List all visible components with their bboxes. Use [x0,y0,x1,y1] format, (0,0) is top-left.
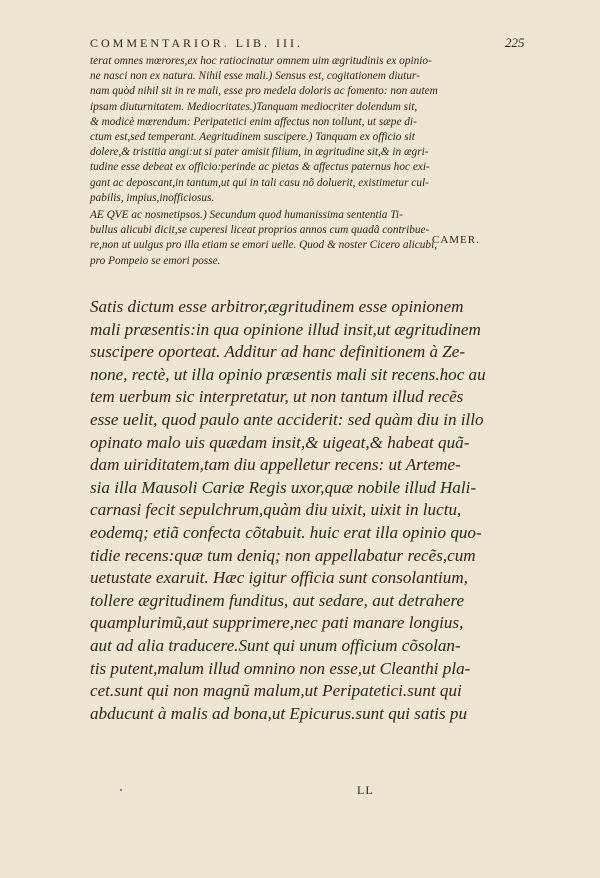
main-text-line: Satis dictum esse arbitror,ægritudinem esse opinionem [90,297,464,316]
main-text-line: suscipere oporteat. Additur ad hanc definitionem à Ze- [90,342,466,362]
commentary-line: ne nasci non ex natura. Nihil esse mali.) Sensus est, cogitationem diutur- [90,70,420,83]
commentary-line: gant ac deposcant,in tantum,ut qui in tali casu nõ doluerit, existimetur cul- [90,176,429,189]
commentary-line: AE QVE ac nosmetipsos.) Secundum quod humanissima sententia Ti- [90,209,403,222]
main-text-line: none, rectè, ut illa opinio præsentis mali sit recens.hoc au [90,364,486,384]
commentary-line: dolere,& tristitia angi:ut si pater amisit filium, in ægritudine sit,& in ægri- [90,146,429,159]
main-text-line: opinato malo uis quædam insit,& uigeat,& habeat quã- [90,432,470,452]
main-text-line: tollere ægritudinem funditus, aut sedare, aut detrahere [90,590,465,610]
commentary-line: terat omnes mœrores,ex hoc ratiocinatur omnem uim ægritudinis ex opinio- [90,55,432,67]
main-text-line: quamplurimũ,aut supprimere,nec pati manare longius, [90,613,464,633]
commentary-line: & modicè mœrendum: Peripatetici enim affectus non tollunt, ut sæpe di- [90,115,417,128]
main-text-line: esse uelit, quod paulo ante acciderit: sed quàm diu in illo [90,409,484,429]
commentary-line: pabilis, impius,inofficiosus. [90,191,215,204]
main-text-line: tem uerbum sic interpretatur, ut non tantum illud recẽs [90,387,464,407]
commentary-block [90,54,438,269]
commentary-line: re,non ut uulgus pro illa etiam se emori uelle. Quod & noster Cicero alicubi, [90,239,438,252]
margin-note: CAMER. [432,234,480,246]
commentary-line: ctum est,sed temperant. Aegritudinem suscipere.) Tanquam ex officio sit [90,131,415,144]
ink-speck [120,789,122,791]
main-text-line: tis putent,malum illud omnino non esse,ut Cleanthi pla- [90,658,471,678]
commentary-line: pro Pompeio se emori posse. [90,254,221,267]
main-text-line: cet.sunt qui non magnũ malum,ut Peripatetici.sunt qui [90,681,462,701]
commentary-line: tudine esse debeat ex officio:perinde ac pietas & affectus paternus hoc exi- [90,161,430,174]
commentary-line: bullus alicubi dicit,se cuperesi liceat proprios annos cum quadã contribue- [90,224,430,237]
commentary-paragraph-1 [90,54,438,206]
signature-mark: LL [357,783,374,797]
main-text-line: tidie recens:quæ tum deniq; non appellabatur recẽs,cum [90,545,476,565]
main-text-line: sia illa Mausoli Cariæ Regis uxor,quæ nobile illud Hali- [90,477,477,497]
main-text-line: dam uiriditatem,tam diu appelletur recens: ut Arteme- [90,455,461,475]
commentary-paragraph-2 [90,208,438,269]
commentary-line: ipsam diuturnitatem. Mediocritates.)Tanquam mediocriter dolendum sit, [90,100,418,113]
main-text-line: uetustate exaruit. Hæc igitur officia sunt consolantium, [90,568,468,588]
running-head: COMMENTARIOR. LIB. III. [90,36,304,50]
main-text-line: eodemq; etiã confecta cõtabuit. huic erat illa opinio quo- [90,522,482,542]
main-text-line: abducunt à malis ad bona,ut Epicurus.sunt qui satis pu [90,703,468,723]
main-text-line: mali præsentis:in qua opinione illud insit,ut ægritudinem [90,319,481,339]
main-text-line: carnasi fecit sepulchrum,quàm diu uixit, uixit in luctu, [90,500,462,520]
main-text-line: aut ad alia traducere.Sunt qui unum officium cõsolan- [90,635,461,655]
page-number: 225 [505,35,525,50]
commentary-line: nam quòd nihil sit in re mali, esse pro medela doloris ac fomento: non autem [90,85,438,98]
main-text-block [90,296,486,725]
